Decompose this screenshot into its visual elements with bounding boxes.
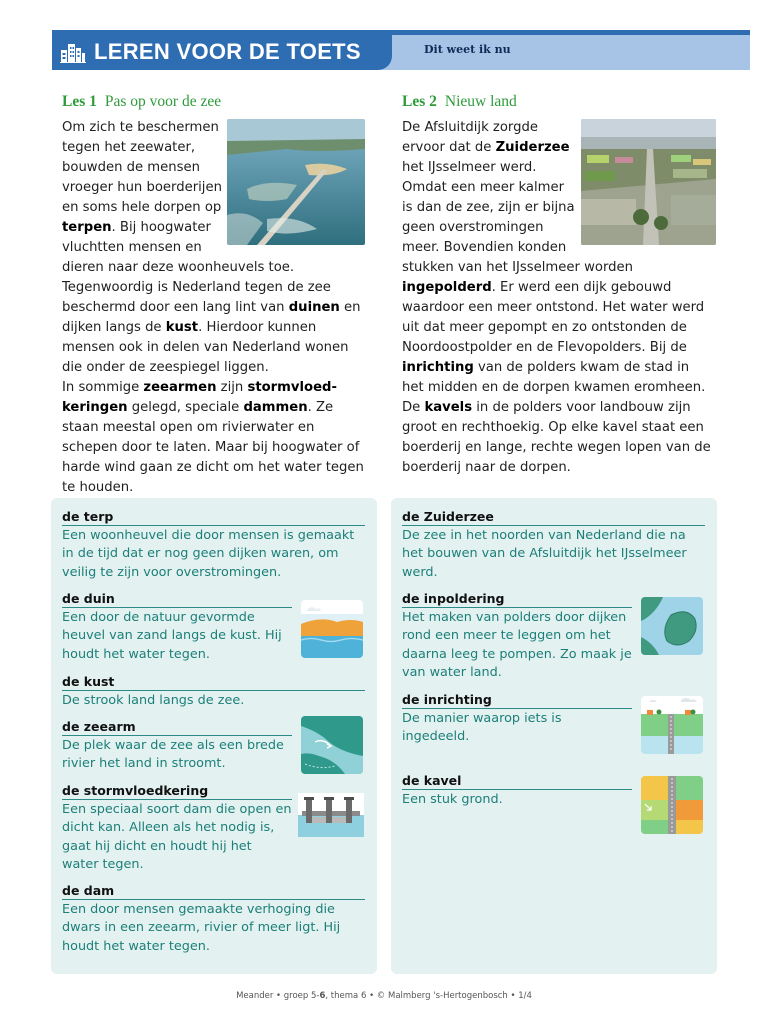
glossary-definition: De manier waarop iets is ingedeeld.	[402, 711, 562, 745]
estuary-map-illustration	[301, 716, 363, 774]
lesson1-paragraph-body: dieren naar deze woonheuvels toe. Tegenwoordig is Nederland tegen de zee beschermd door een lang lint van duinen en dijken langs de kust. Hierdoor kunnen mensen ook in delen van Nederland wonen die onder de zeespiegel liggen. In sommige zeearmen zijn stormvloed- keringen gelegd, speciale dammen. Ze staan meestal open om rivierwater en schepen door te laten. Maar bij hoogwater of harde wind gaan ze dicht om het water tegen te houden.	[62, 260, 364, 495]
header-subtitle: Dit weet ik nu	[424, 43, 511, 56]
footer-brand: Meander	[236, 991, 274, 1001]
lesson2-paragraph-intro: De Afsluitdijk zorgde ervoor dat de Zuiderzee het IJsselmeer werd. Omdat een meer kalmer is dan de zee, zijn er bijna geen overstromingen meer. Bovendien konden	[402, 120, 575, 255]
glossary-term: de inpoldering	[402, 591, 632, 608]
glossary-item	[62, 591, 292, 664]
glossary-term: de stormvloedkering	[62, 783, 292, 800]
page-footer	[0, 991, 768, 1001]
glossary-term: de duin	[62, 591, 292, 608]
lesson2-heading	[402, 93, 517, 111]
glossary-definition: Een door de natuur gevormde heuvel van zand langs de kust. Hij houdt het water tegen.	[62, 610, 282, 662]
glossary-term: de terp	[62, 509, 365, 526]
lesson1-number: Les 1	[62, 93, 97, 110]
header-title-block	[52, 35, 392, 70]
lesson1-paragraph-intro: Om zich te beschermen tegen het zeewater, bouwden de mensen vroeger hun boerderijen en soms hele dorpen op terpen. Bij hoogwater vluchtten mensen en	[62, 120, 222, 255]
glossary-definition: De strook land langs de zee.	[62, 693, 245, 708]
storm-surge-barrier-illustration	[298, 793, 364, 837]
glossary-term: de Zuiderzee	[402, 509, 705, 526]
dune-illustration	[301, 600, 363, 658]
polder-map-illustration	[641, 597, 703, 655]
glossary-term: de kavel	[402, 773, 632, 790]
glossary-definition: Een door mensen gemaakte verhoging die dwars in een zeearm, rivier of meer ligt. Hij houdt het water tegen.	[62, 902, 341, 954]
glossary-item	[402, 692, 632, 747]
lesson1-heading	[62, 93, 221, 111]
footer-separator: •	[510, 991, 516, 1001]
footer-page-number: 1/4	[518, 991, 532, 1001]
glossary-term: de zeearm	[62, 719, 292, 736]
glossary-definition: Een woonheuvel die door mensen is gemaakt in de tijd dat er nog geen dijken waren, om veilig te zijn voor overstromingen.	[62, 528, 355, 580]
glossary-item	[402, 591, 632, 682]
glossary-definition: Een speciaal soort dam die open en dicht kan. Alleen als het nodig is, gaat hij dicht en houdt hij het water tegen.	[62, 802, 292, 872]
land-layout-illustration	[641, 696, 703, 754]
glossary-definition: Een stuk grond.	[402, 792, 503, 807]
footer-group: groep 5-6, thema 6	[283, 991, 367, 1001]
lesson2-paragraph-body: stukken van het IJsselmeer worden ingepolderd. Er werd een dijk gebouwd waardoor een meer ontstond. Het water werd uit dat meer gepompt en zo ontstonden de Noordoostpolder en de Flevopolders. Bij de inrichting van de polders kwam de stad in het midden en de dorpen kwamen eromheen. De kavels in de polders voor landbouw zijn groot en rechthoekig. Op elke kavel staat een boerderij en lange, rechte wegen lopen van de boerderij naar de dorpen.	[402, 260, 711, 475]
footer-separator: •	[369, 991, 375, 1001]
footer-publisher: © Malmberg 's-Hertogenbosch	[376, 991, 508, 1001]
glossary-definition: De zee in het noorden van Nederland die na het bouwen van de Afsluitdijk het IJsselmeer werd.	[402, 528, 687, 580]
glossary-item	[402, 509, 705, 582]
glossary-item	[62, 509, 365, 582]
footer-separator: •	[276, 991, 282, 1001]
plot-of-land-illustration	[641, 776, 703, 834]
glossary-item	[62, 719, 292, 774]
glossary-term: de kust	[62, 674, 365, 691]
glossary-item	[62, 883, 365, 956]
glossary-item	[62, 674, 365, 710]
polder-aerial-photo	[581, 119, 716, 245]
glossary-definition: De plek waar de zee als een brede rivier het land in stroomt.	[62, 738, 284, 772]
glossary-term: de dam	[62, 883, 365, 900]
lesson1-title: Pas op voor de zee	[104, 93, 222, 110]
glossary-term: de inrichting	[402, 692, 632, 709]
lesson2-number: Les 2	[402, 93, 437, 110]
glossary-item	[402, 773, 632, 809]
glossary-definition: Het maken van polders door dijken rond een meer te leggen om het daarna leeg te pompen. Zo maak je van water land.	[402, 610, 632, 680]
city-icon	[60, 41, 86, 63]
header-title: LEREN VOOR DE TOETS	[94, 39, 361, 64]
dam-aerial-photo	[227, 119, 365, 245]
header-banner	[52, 35, 750, 70]
glossary-item	[62, 783, 292, 874]
lesson2-title: Nieuw land	[444, 93, 517, 110]
